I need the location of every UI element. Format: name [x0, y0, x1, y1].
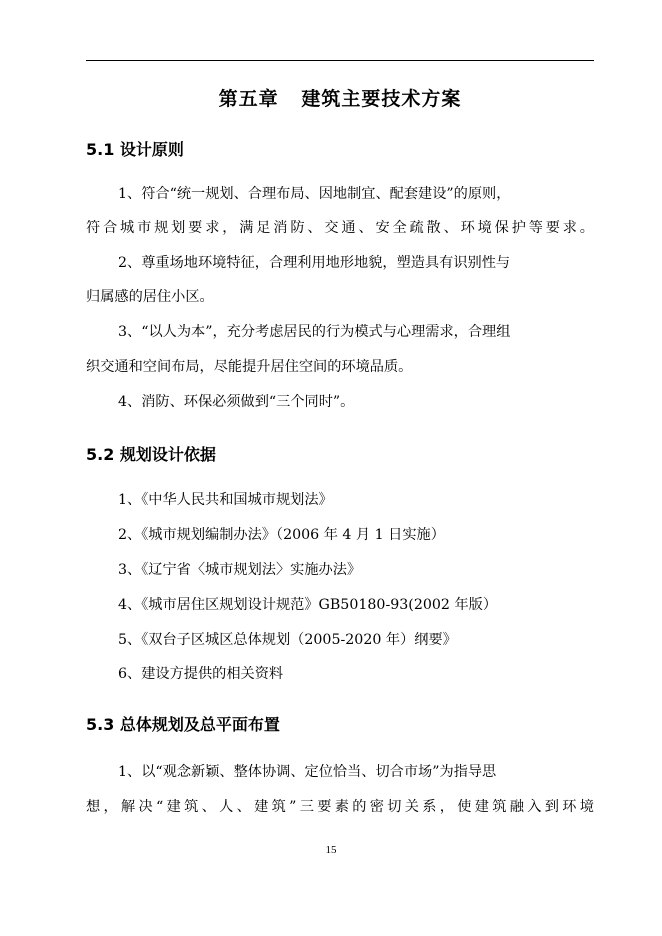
paragraph-line: 1、以“观念新颖、整体协调、定位恰当、切合市场”为指导思	[118, 764, 497, 780]
reference-item: 3、《辽宁省〈城市规划法〉实施办法》	[118, 562, 362, 578]
paragraph-line: 织交通和空间布局，尽能提升居住空间的环境品质。	[86, 359, 413, 375]
page-number: 15	[325, 844, 337, 856]
reference-item: 6、建设方提供的相关资料	[118, 666, 284, 682]
paragraph-line: 归属感的居住小区。	[86, 289, 214, 305]
paragraph-line: 1、符合“统一规划、合理布局、因地制宜、配套建设”的原则，	[118, 186, 511, 202]
reference-item: 5、《双台子区城区总体规划（2005-2020 年）纲要》	[118, 632, 457, 648]
header-rule	[86, 60, 594, 61]
reference-item: 2、《城市规划编制办法》（2006 年 4 月 1 日实施）	[118, 527, 445, 543]
reference-item: 4、《城市居住区规划设计规范》GB50180-93(2002 年版）	[118, 597, 498, 613]
paragraph-line: 2、尊重场地环境特征，合理利用地形地貌，塑造具有识别性与	[118, 255, 511, 271]
paragraph-line: 想，解决“建筑、人、建筑”三要素的密切关系，使建筑融入到环境	[86, 799, 594, 815]
section-heading-5-1: 5.1 设计原则	[86, 140, 184, 159]
section-heading-5-2: 5.2 规划设计依据	[86, 445, 216, 464]
section-heading-5-3: 5.3 总体规划及总平面布置	[86, 715, 280, 734]
paragraph-line: 4、消防、环保必须做到“三个同时”。	[118, 394, 355, 410]
paragraph-line: 3、“以人为本”，充分考虑居民的行为模式与心理需求，合理组	[118, 324, 511, 340]
paragraph-line: 符合城市规划要求，满足消防、交通、安全疏散、环境保护等要求。	[86, 220, 594, 236]
chapter-title: 第五章 建筑主要技术方案	[218, 88, 462, 110]
reference-item: 1、《中华人民共和国城市规划法》	[118, 492, 333, 508]
